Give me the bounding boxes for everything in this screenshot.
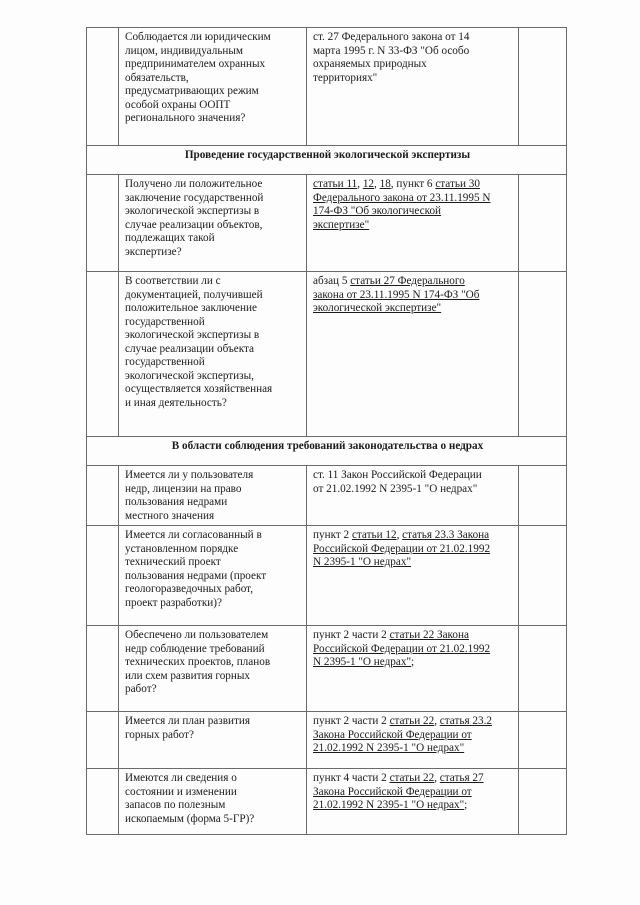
question-text-line: особой охраны ООПТ — [125, 98, 231, 111]
law-reference-link[interactable]: 21.02.1992 N 2395-1 "О недрах" — [313, 799, 465, 811]
question-text-line: и иная деятельность? — [125, 396, 227, 409]
table-row — [87, 626, 567, 712]
legal-reference-cell — [307, 526, 519, 626]
question-text-line: случае реализации объектов, — [125, 218, 263, 231]
question-text-line: установленном порядке — [125, 542, 239, 555]
table-row — [87, 712, 567, 769]
legal-reference-line — [313, 72, 514, 86]
question-text-line: Имеется ли у пользователя — [125, 469, 254, 481]
question-text-line: состоянии и изменении — [125, 785, 237, 798]
law-reference-link[interactable]: N 2395-1 "О недрах" — [313, 656, 412, 668]
question-text-line: предусматривающих режим — [125, 85, 259, 97]
legal-reference-cell — [307, 28, 519, 146]
legal-reference-cell — [307, 272, 519, 437]
row-number-cell — [87, 526, 119, 626]
section-heading: В области соблюдения требований законодательства о недрах — [87, 437, 567, 466]
notes-cell — [519, 526, 567, 626]
question-text-line: подлежащих такой — [125, 232, 215, 244]
law-reference-link[interactable]: статьи 30 — [435, 178, 480, 190]
question-cell — [119, 526, 307, 626]
reference-text: , — [434, 772, 440, 784]
law-reference-link[interactable]: Российской Федерации от 21.02.1992 — [313, 642, 491, 655]
notes-cell — [519, 626, 567, 712]
legal-reference-cell — [307, 175, 519, 272]
notes-cell — [519, 769, 567, 835]
legal-reference-line — [313, 543, 514, 557]
law-reference-link[interactable]: статьи 12 — [351, 529, 397, 541]
legal-reference-line — [313, 192, 514, 206]
law-reference-link[interactable]: статьи 22 — [389, 772, 435, 784]
legal-reference-cell — [307, 712, 519, 769]
legal-reference-line — [313, 742, 514, 756]
law-reference-link[interactable]: статья 23.3 Закона — [402, 529, 490, 541]
law-reference-link[interactable]: Закона Российской Федерации от — [313, 785, 472, 798]
reference-text: охраняемых природных — [313, 58, 427, 70]
legal-reference-line — [313, 786, 514, 800]
section-heading: Проведение государственной экологической экспертизы — [87, 146, 567, 175]
table-row — [87, 526, 567, 626]
question-text-line: Соблюдается ли юридическим — [125, 31, 271, 43]
law-reference-link[interactable]: N 2395-1 "О недрах" — [313, 556, 412, 568]
question-text-line: государственной — [125, 315, 205, 328]
question-text-line: обязательств, — [125, 71, 189, 84]
row-number-cell — [87, 28, 119, 146]
question-text-line: экологической экспертизы, — [125, 369, 254, 382]
question-text-line: экологической экспертизы в — [125, 329, 260, 341]
question-text-line: государственной — [125, 356, 205, 368]
legal-reference-line — [313, 729, 514, 743]
legal-reference-cell — [307, 769, 519, 835]
reference-text: территориях" — [313, 71, 378, 84]
question-text-line: предпринимателем охранных — [125, 58, 266, 70]
checklist-table — [86, 27, 567, 835]
reference-text: , — [357, 178, 363, 190]
legal-reference-line — [313, 483, 514, 497]
law-reference-link[interactable]: статья 23.2 — [439, 715, 492, 727]
question-text-line: геологоразведочных работ, — [125, 583, 254, 595]
question-text-line: проект разработки)? — [125, 596, 222, 609]
question-text-line: ископаемым (форма 5-ГР)? — [125, 812, 255, 825]
question-text-line: работ? — [125, 683, 157, 695]
question-text-line: Имеется ли согласованный в — [125, 529, 262, 541]
legal-reference-line — [313, 302, 514, 316]
reference-text: ; — [464, 799, 468, 811]
notes-cell — [519, 712, 567, 769]
legal-reference-line — [313, 275, 514, 289]
question-cell — [119, 272, 307, 437]
table-row — [87, 272, 567, 437]
question-cell — [119, 626, 307, 712]
legal-reference-line — [313, 556, 514, 570]
question-text-line: экологической экспертизы в — [125, 205, 260, 217]
question-text-line: технический проект — [125, 556, 221, 568]
notes-cell — [519, 175, 567, 272]
question-text-line: пользования недрами — [125, 496, 228, 508]
table-row — [87, 175, 567, 272]
question-text-line: недр соблюдение требований — [125, 642, 265, 655]
legal-reference-line — [313, 469, 514, 483]
law-reference-link[interactable]: Закона Российской Федерации от — [313, 728, 472, 741]
law-reference-link[interactable]: 21.02.1992 N 2395-1 "О недрах" — [313, 742, 465, 754]
reference-text: марта 1995 г. N 33-ФЗ "Об особо — [313, 44, 470, 57]
question-text-line: недр, лицензии на право — [125, 482, 242, 495]
question-text-line: положительное заключение — [125, 302, 257, 314]
law-reference-link[interactable]: 12 — [362, 178, 374, 190]
reference-text: пункт 2 — [313, 529, 352, 541]
legal-reference-line — [313, 45, 514, 59]
law-reference-link[interactable]: статьи 27 Федерального — [350, 275, 465, 287]
question-text-line: документацией, получившей — [125, 288, 263, 301]
legal-reference-line — [313, 58, 514, 72]
law-reference-link[interactable]: статья 27 — [439, 772, 484, 784]
section-heading-row — [87, 146, 567, 175]
section-heading-row — [87, 437, 567, 466]
legal-reference-cell — [307, 626, 519, 712]
law-reference-link[interactable]: 174-ФЗ "Об экологической — [313, 205, 442, 217]
law-reference-link[interactable]: Федерального закона от 23.11.1995 N — [313, 191, 491, 204]
law-reference-link[interactable]: экологической экспертизе" — [313, 302, 442, 314]
question-cell — [119, 769, 307, 835]
row-number-cell — [87, 769, 119, 835]
notes-cell — [519, 28, 567, 146]
legal-reference-line — [313, 289, 514, 303]
reference-text: пункт 4 части 2 — [313, 772, 390, 784]
legal-reference-line — [313, 643, 514, 657]
reference-text: от 21.02.1992 N 2395-1 "О недрах" — [313, 482, 478, 495]
reference-text: абзац 5 — [313, 275, 351, 287]
legal-reference-cell — [307, 466, 519, 526]
row-number-cell — [87, 712, 119, 769]
legal-reference-line — [313, 31, 514, 45]
legal-reference-line — [313, 529, 514, 543]
table-row — [87, 28, 567, 146]
reference-text: ; — [411, 656, 415, 668]
question-cell — [119, 466, 307, 526]
question-text-line: лицом, индивидуальным — [125, 44, 244, 57]
question-cell — [119, 175, 307, 272]
legal-reference-line — [313, 219, 514, 233]
question-text-line: запасов по полезным — [125, 799, 226, 811]
reference-text: пункт 2 части 2 — [313, 629, 390, 641]
row-number-cell — [87, 175, 119, 272]
question-text-line: горных работ? — [125, 728, 194, 741]
legal-reference-line — [313, 629, 514, 643]
question-text-line: заключение государственной — [125, 191, 264, 204]
row-number-cell — [87, 272, 119, 437]
checklist-table-body — [87, 28, 567, 835]
question-text-line: Обеспечено ли пользователем — [125, 629, 269, 641]
question-text-line: осуществляется хозяйственная — [125, 383, 273, 395]
notes-cell — [519, 466, 567, 526]
reference-text: , — [434, 715, 440, 727]
question-text-line: пользования недрами (проект — [125, 569, 267, 582]
reference-text: , пункт 6 — [390, 178, 436, 190]
law-reference-link[interactable]: статьи 11 — [313, 178, 358, 190]
question-text-line: Имеется ли план развития — [125, 715, 250, 727]
question-text-line: регионального значения? — [125, 112, 246, 124]
reference-text: , — [374, 178, 380, 190]
reference-text: ст. 27 Федерального закона от 14 — [313, 31, 470, 43]
question-text-line: Имеются ли сведения о — [125, 772, 237, 784]
question-text-line: технических проектов, планов — [125, 656, 271, 668]
row-number-cell — [87, 466, 119, 526]
question-text-line: случае реализации объекта — [125, 342, 255, 355]
table-row — [87, 466, 567, 526]
legal-reference-line — [313, 656, 514, 670]
question-text-line: или схем развития горных — [125, 669, 250, 682]
notes-cell — [519, 272, 567, 437]
table-row — [87, 769, 567, 835]
question-cell — [119, 28, 307, 146]
legal-reference-line — [313, 715, 514, 729]
legal-reference-line — [313, 799, 514, 813]
reference-text: ст. 11 Закон Российской Федерации — [313, 469, 482, 481]
reference-text: , — [396, 529, 403, 541]
law-reference-link[interactable]: 18 — [379, 178, 391, 190]
legal-reference-line — [313, 178, 514, 192]
question-text-line: местного значения — [125, 509, 215, 522]
question-text-line: В соответствии ли с — [125, 275, 221, 287]
law-reference-link[interactable]: закона от 23.11.1995 N 174-ФЗ "Об — [313, 288, 480, 301]
question-text-line: экспертизе? — [125, 245, 182, 258]
legal-reference-line — [313, 772, 514, 786]
law-reference-link[interactable]: статьи 22 — [389, 715, 435, 727]
law-reference-link[interactable]: Российской Федерации от 21.02.1992 — [313, 542, 491, 555]
reference-text: пункт 2 части 2 — [313, 715, 390, 727]
legal-reference-line — [313, 205, 514, 219]
question-text-line: Получено ли положительное — [125, 178, 263, 190]
row-number-cell — [87, 626, 119, 712]
question-cell — [119, 712, 307, 769]
law-reference-link[interactable]: статьи 22 Закона — [389, 629, 469, 641]
law-reference-link[interactable]: экспертизе" — [313, 218, 370, 231]
